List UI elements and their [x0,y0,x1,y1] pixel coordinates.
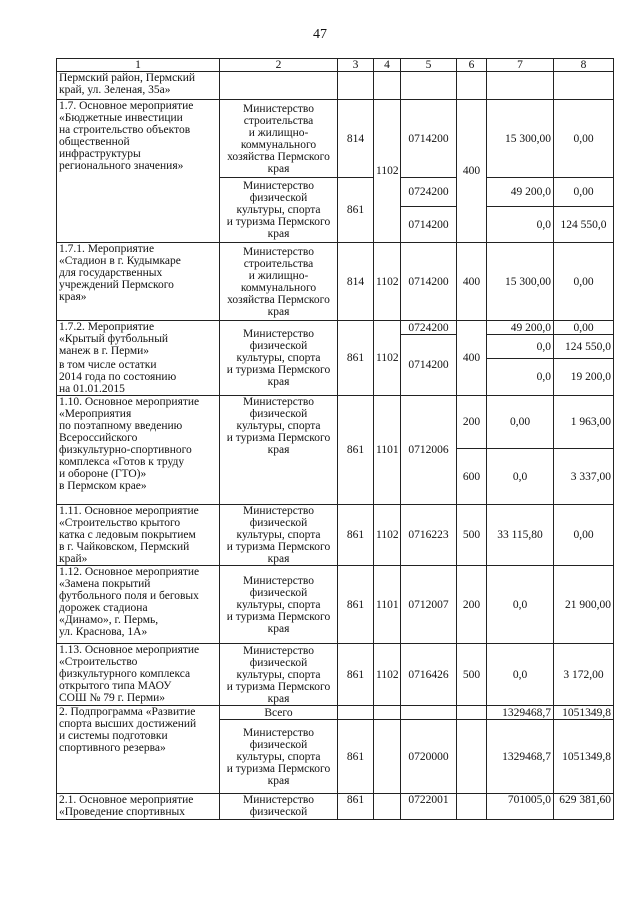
cell-value-2015: 0,00 [487,396,554,449]
table-row [57,243,614,321]
cell-ministry: Министерство физической [220,794,338,820]
cell-value-2016: 0,00 [554,100,614,178]
cell-cs: 0716426 [401,644,457,706]
cell-total-2015: 1329468,7 [487,706,554,720]
cell-value-2015: 0,0 [487,335,554,359]
cell-cs: 0714200 [401,207,457,243]
cell-name: 1.7. Основное мероприятие «Бюджетные инвестиции на строительство объектов общественной инфраструктуры регионального значения» [57,100,220,243]
cell-name: 2. Подпрограмма «Развитие спорта высших достижений и системы подготовки спортивного резерва» [57,706,220,794]
cell-total-2016: 1051349,8 [554,706,614,720]
header-row [57,59,614,72]
cell-vr: 600 [457,449,487,505]
cell-rz: 1102 [374,321,401,396]
cell-cs: 0724200 [401,321,457,335]
header-cell: 8 [554,59,614,72]
cell-name-note: в том числе остатки 2014 года по состоянию на 01.01.2015 [57,359,220,396]
cell-grbs: 861 [338,505,374,566]
cell-grbs: 814 [338,243,374,321]
cell-value-2016: 3 172,00 [554,644,614,706]
cell-value-2015: 0,0 [487,644,554,706]
cell-value-2015: 0,0 [487,449,554,505]
cell-vr: 400 [457,321,487,396]
cell-cs: 0724200 [401,178,457,207]
cell-cs: 0714200 [401,243,457,321]
cell-rz: 1101 [374,396,401,505]
table-row [57,794,614,820]
header-cell: 2 [220,59,338,72]
table-row [57,566,614,644]
cell-ministry: Министерство физической культуры, спорта и туризма Пермского края [220,178,338,243]
cell-ministry: Министерство физической культуры, спорта и туризма Пермского края [220,644,338,706]
cell-grbs: 861 [338,321,374,396]
cell-rz: 1101 [374,566,401,644]
header-cell: 5 [401,59,457,72]
cell-value-2016: 124 550,0 [554,335,614,359]
cell-ministry: Министерство физической культуры, спорта и туризма Пермского края [220,505,338,566]
cell-vr: 200 [457,396,487,449]
cell-cs: 0716223 [401,505,457,566]
cell-value-2016: 0,00 [554,505,614,566]
header-cell: 6 [457,59,487,72]
cell-grbs: 861 [338,794,374,820]
cell-grbs: 861 [338,566,374,644]
cell-value-2015: 0,0 [487,359,554,396]
cell-cs: 0722001 [401,794,457,820]
cell-name: 1.7.2. Мероприятие «Крытый футбольный манеж в г. Перми» [57,321,220,359]
table-row [57,505,614,566]
cell-total-label: Всего [220,706,338,720]
cell-name: 1.7.1. Мероприятие «Стадион в г. Кудымкаре для государственных учреждений Пермского края» [57,243,220,321]
cell-vr: 500 [457,644,487,706]
cell-value-2015: 0,0 [487,566,554,644]
table-row [57,100,614,178]
header-cell: 1 [57,59,220,72]
cell-name: 1.10. Основное мероприятие «Мероприятия по поэтапному введению Всероссийского физкультурно-спортивного комплекса «Готов к труду и обороне (ГТО)» в Пермском крае» [57,396,220,505]
cell-cs: 0712007 [401,566,457,644]
cell-ministry: Министерство физической культуры, спорта и туризма Пермского края [220,321,338,396]
cell-name: 1.12. Основное мероприятие «Замена покрытий футбольного поля и беговых дорожек стадиона «Динамо», г. Пермь, ул. Краснова, 1А» [57,566,220,644]
cell-vr: 400 [457,243,487,321]
table-row [57,396,614,449]
cell-value-2015: 49 200,0 [487,178,554,207]
cell-grbs: 814 [338,100,374,178]
table-row [57,72,614,100]
cell-value-2015: 15 300,00 [487,243,554,321]
cell-rz: 1102 [374,644,401,706]
cell-ministry: Министерство строительства и жилищно- коммунального хозяйства Пермского края [220,243,338,321]
budget-table-container [56,58,614,820]
cell-value-2015: 49 200,0 [487,321,554,335]
cell-grbs: 861 [338,396,374,505]
cell-ministry: Министерство строительства и жилищно- коммунального хозяйства Пермского края [220,100,338,178]
cell-cs: 0714200 [401,335,457,396]
cell-value-2015: 701005,0 [487,794,554,820]
cell-value-2015: 15 300,00 [487,100,554,178]
header-cell: 4 [374,59,401,72]
cell-value-2015: 1329468,7 [487,720,554,794]
cell-cs: 0714200 [401,100,457,178]
cell-value-2016: 0,00 [554,321,614,335]
table-row [57,644,614,706]
cell-name: 1.11. Основное мероприятие «Строительство крытого катка с ледовым покрытием в г. Чайковском, Пермский край» [57,505,220,566]
cell-rz: 1102 [374,100,401,243]
cell-rz: 1102 [374,243,401,321]
cell-value-2016: 1051349,8 [554,720,614,794]
cell-cs: 0720000 [401,720,457,794]
cell-value-2016: 1 963,00 [554,396,614,449]
cell-value-2016: 0,00 [554,243,614,321]
cell-name: Пермский район, Пермский край, ул. Зеленая, 35а» [57,72,220,100]
cell-value-2016: 21 900,00 [554,566,614,644]
cell-vr: 400 [457,100,487,243]
cell-value-2016: 0,00 [554,178,614,207]
cell-value-2016: 629 381,60 [554,794,614,820]
cell-grbs: 861 [338,720,374,794]
cell-grbs: 861 [338,644,374,706]
cell-ministry: Министерство физической культуры, спорта и туризма Пермского края [220,566,338,644]
cell-value-2016: 3 337,00 [554,449,614,505]
table-row [57,706,614,720]
cell-cs: 0712006 [401,396,457,505]
cell-vr: 200 [457,566,487,644]
budget-table [56,58,614,820]
cell-value-2016: 19 200,0 [554,359,614,396]
cell-vr: 500 [457,505,487,566]
cell-value-2016: 124 550,0 [554,207,614,243]
header-cell: 3 [338,59,374,72]
header-cell: 7 [487,59,554,72]
cell-ministry: Министерство физической культуры, спорта и туризма Пермского края [220,396,338,505]
table-row [57,321,614,335]
page-number: 47 [313,27,327,42]
cell-value-2015: 0,0 [487,207,554,243]
cell-name: 1.13. Основное мероприятие «Строительство физкультурного комплекса открытого типа МАОУ СОШ № 79 г. Перми» [57,644,220,706]
cell-name: 2.1. Основное мероприятие «Проведение спортивных [57,794,220,820]
cell-value-2015: 33 115,80 [487,505,554,566]
cell-rz: 1102 [374,505,401,566]
cell-ministry: Министерство физической культуры, спорта и туризма Пермского края [220,720,338,794]
cell-grbs: 861 [338,178,374,243]
